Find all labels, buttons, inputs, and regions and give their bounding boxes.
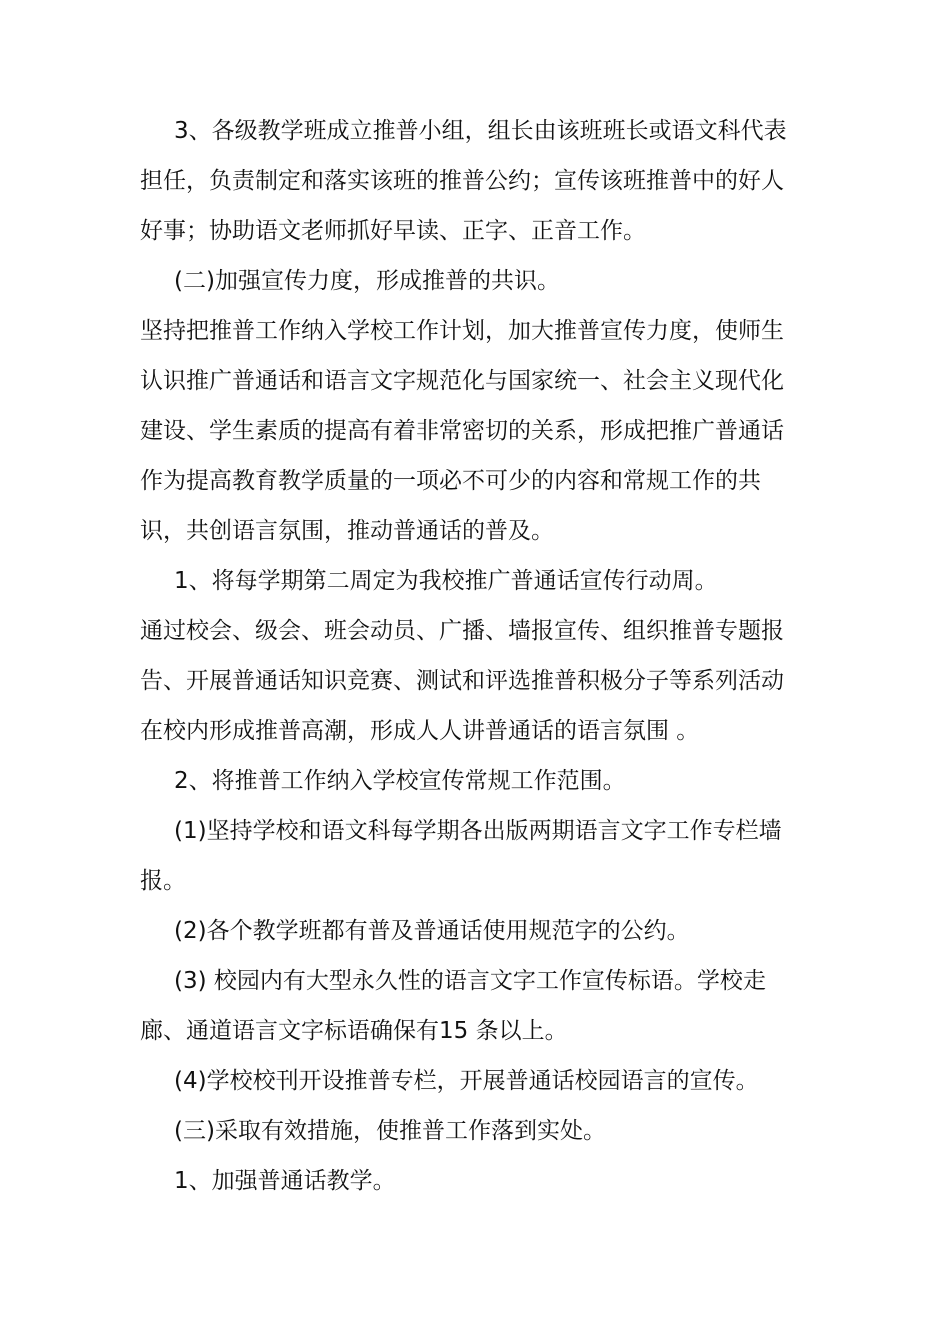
paragraph-line: 通过校会、级会、班会动员、广播、墙报宣传、组织推普专题报 — [140, 618, 784, 644]
paragraph-line: 认识推广普通话和语言文字规范化与国家统一、社会主义现代化 — [140, 368, 784, 394]
section-heading: (三)采取有效措施，使推普工作落到实处。 — [174, 1118, 606, 1144]
section-heading: (二)加强宣传力度，形成推普的共识。 — [174, 268, 560, 294]
paragraph-line: (4)学校校刊开设推普专栏，开展普通话校园语言的宣传。 — [174, 1068, 759, 1094]
paragraph-line: (2)各个教学班都有普及普通话使用规范字的公约。 — [174, 918, 690, 944]
list-item-heading: 1、加强普通话教学。 — [174, 1168, 396, 1194]
paragraph-line: 识，共创语言氛围，推动普通话的普及。 — [140, 518, 554, 544]
paragraph-line: 作为提高教育教学质量的一项必不可少的内容和常规工作的共 — [140, 468, 761, 494]
paragraph-line: 报。 — [140, 868, 186, 894]
paragraph-line: 廊、通道语言文字标语确保有15 条以上。 — [140, 1018, 568, 1044]
paragraph-line: 好事；协助语文老师抓好早读、正字、正音工作。 — [140, 218, 646, 244]
paragraph-line: (1)坚持学校和语文科每学期各出版两期语言文字工作专栏墙 — [174, 818, 782, 844]
list-item-heading: 2、将推普工作纳入学校宣传常规工作范围。 — [174, 768, 626, 794]
list-item-heading: 1、将每学期第二周定为我校推广普通话宣传行动周。 — [174, 568, 718, 594]
paragraph-line: 建设、学生素质的提高有着非常密切的关系，形成把推广普通话 — [140, 418, 784, 444]
paragraph-line: 在校内形成推普高潮，形成人人讲普通话的语言氛围 。 — [140, 718, 700, 744]
paragraph-line: (3) 校园内有大型永久性的语言文字工作宣传标语。学校走 — [174, 968, 766, 994]
paragraph-line: 坚持把推普工作纳入学校工作计划，加大推普宣传力度，使师生 — [140, 318, 784, 344]
paragraph-line: 告、开展普通话知识竞赛、测试和评选推普积极分子等系列活动 — [140, 668, 784, 694]
paragraph-line: 3、各级教学班成立推普小组，组长由该班班长或语文科代表 — [174, 118, 787, 144]
paragraph-line: 担任，负责制定和落实该班的推普公约；宣传该班推普中的好人 — [140, 168, 784, 194]
